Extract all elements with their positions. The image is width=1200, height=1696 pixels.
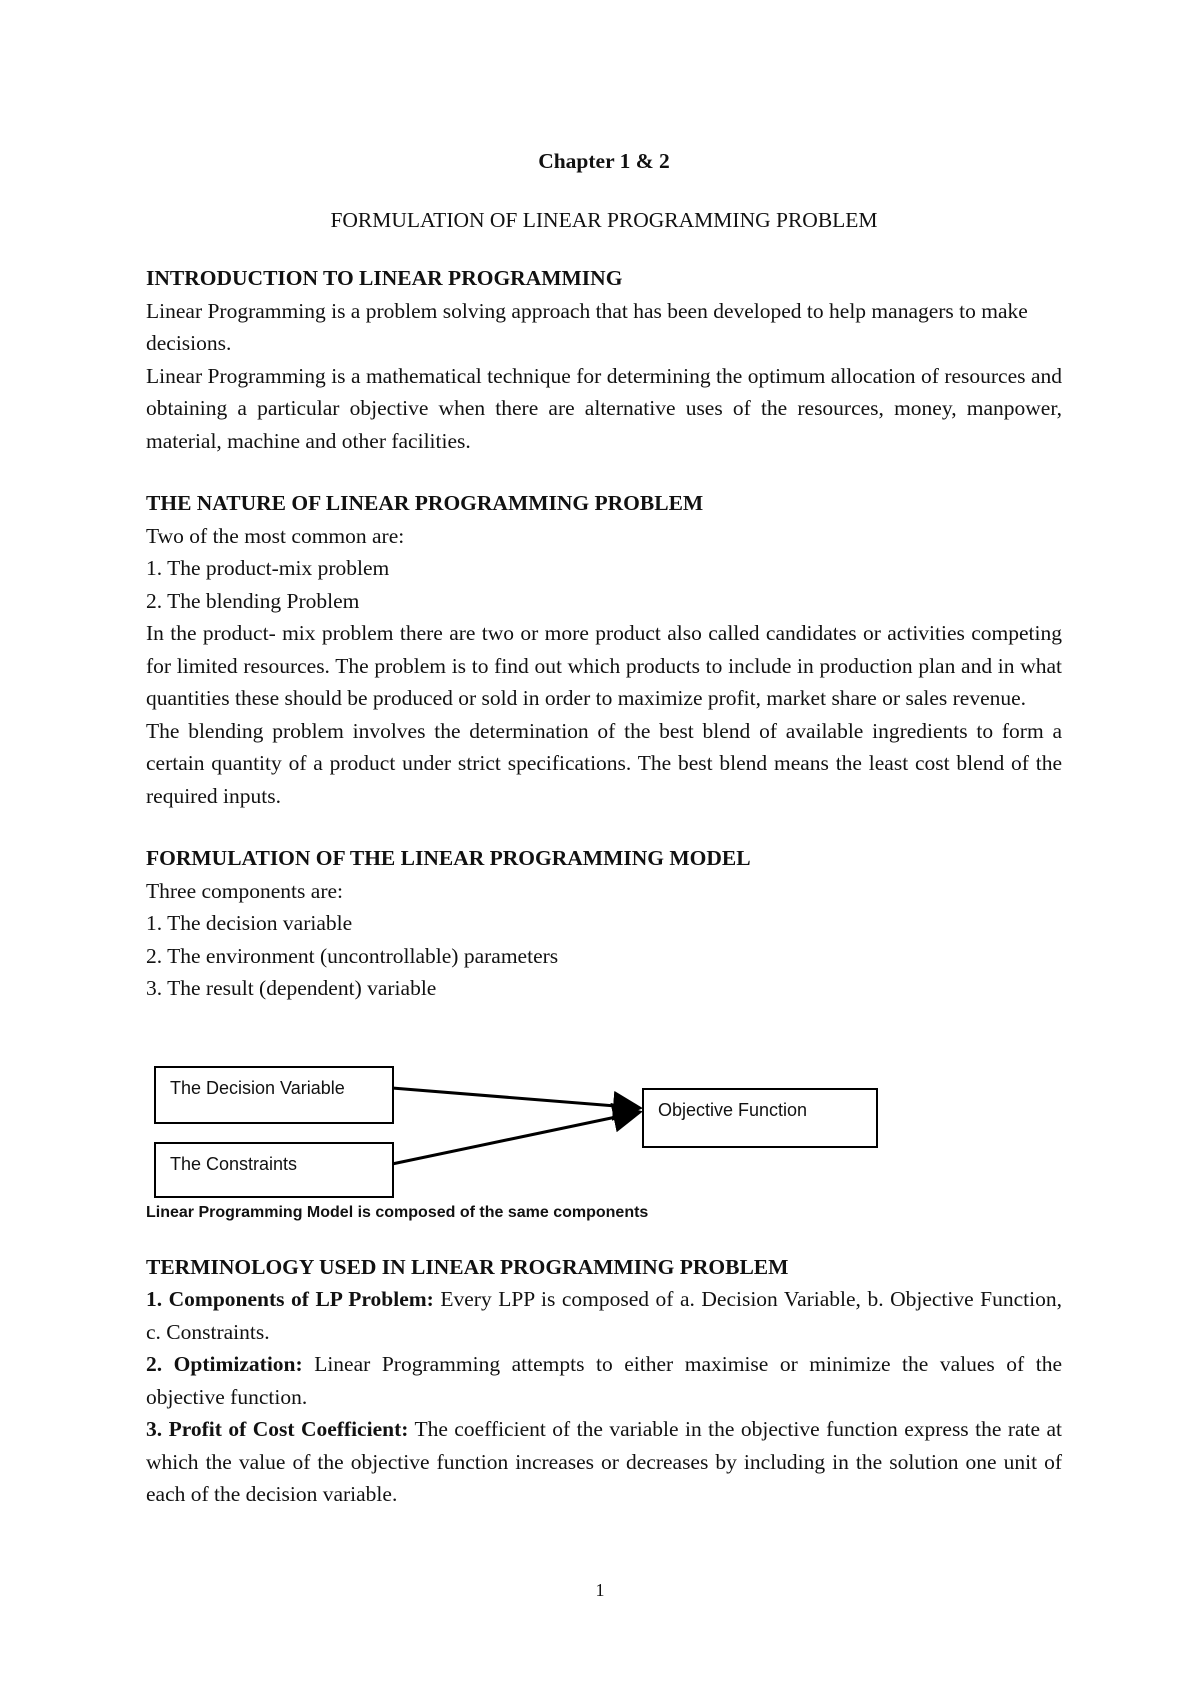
nature-item-1: 1. The product-mix problem	[146, 556, 390, 580]
terminology-item-1-term: Components of LP Problem:	[168, 1287, 434, 1311]
decision-variable-box: The Decision Variable	[154, 1066, 394, 1124]
terminology-item-2-term: Optimization:	[173, 1352, 303, 1376]
intro-paragraph-2: Linear Programming is a mathematical technique for determining the optimum allocation of resources and obtaining a particular objective when there are alternative uses of the resources, money, manpower, material, machine and other facilities.	[146, 363, 1062, 453]
terminology-item-2	[146, 1348, 1062, 1413]
objective-function-box: Objective Function	[642, 1088, 878, 1148]
terminology-item-1-text: Every LPP is composed of a. Decision Variable, b. Objective Function, c. Constraints.	[146, 1287, 1062, 1344]
terminology-item-1	[146, 1283, 1062, 1348]
main-title: FORMULATION OF LINEAR PROGRAMMING PROBLEM	[330, 207, 878, 232]
terminology-item-2-text: Linear Programming attempts to either maximise or minimize the values of the objective function.	[146, 1352, 1063, 1409]
lp-model-diagram	[146, 1058, 906, 1178]
formulation-item-3: 3. The result (dependent) variable	[146, 976, 437, 1000]
formulation-item-1: 1. The decision variable	[146, 911, 353, 935]
terminology-item-1-num: 1.	[146, 1287, 163, 1311]
terminology-item-3	[146, 1413, 1062, 1511]
intro-paragraph-1: Linear Programming is a problem solving approach that has been developed to help managers to make decisions.	[146, 298, 1028, 355]
nature-lead: Two of the most common are:	[146, 523, 405, 548]
arrow-decision-to-objective	[392, 1088, 640, 1108]
terminology-item-2-num: 2.	[146, 1352, 163, 1376]
nature-item-2: 2. The blending Problem	[146, 588, 360, 613]
chapter-title: Chapter 1 & 2	[538, 149, 670, 173]
terminology-item-3-term: Profit of Cost Coefficient:	[168, 1417, 409, 1441]
page-number: 1	[595, 1580, 605, 1600]
constraints-box: The Constraints	[154, 1142, 394, 1198]
formulation-item-2: 2. The environment (uncontrollable) parameters	[146, 943, 559, 968]
nature-paragraph-2: The blending problem involves the determination of the best blend of available ingredients to form a certain quantity of a product under strict specifications. The best blend means the least cost blend of the required inputs.	[146, 718, 1062, 808]
arrow-constraints-to-objective	[392, 1112, 640, 1164]
terminology-item-3-num: 3.	[146, 1417, 163, 1441]
intro-heading: INTRODUCTION TO LINEAR PROGRAMMING	[146, 266, 623, 290]
terminology-heading: TERMINOLOGY USED IN LINEAR PROGRAMMING PROBLEM	[146, 1254, 789, 1279]
terminology-item-3-text: The coefficient of the variable in the objective function express the rate at which the value of the objective function increases or decreases by including in the solution one unit of each of the decision variable.	[146, 1417, 1063, 1506]
formulation-heading: FORMULATION OF THE LINEAR PROGRAMMING MODEL	[146, 846, 751, 870]
diagram-caption: Linear Programming Model is composed of the same components	[146, 1204, 649, 1221]
nature-heading: THE NATURE OF LINEAR PROGRAMMING PROBLEM	[146, 491, 704, 515]
formulation-lead: Three components are:	[146, 878, 343, 903]
page-content	[146, 0, 1062, 1511]
nature-paragraph-1: In the product- mix problem there are two or more product also called candidates or activities competing for limited resources. The problem is to find out which products to include in production plan and in what quantities these should be produced or sold in order to maximize profit, market share or sales revenue.	[146, 621, 1062, 710]
